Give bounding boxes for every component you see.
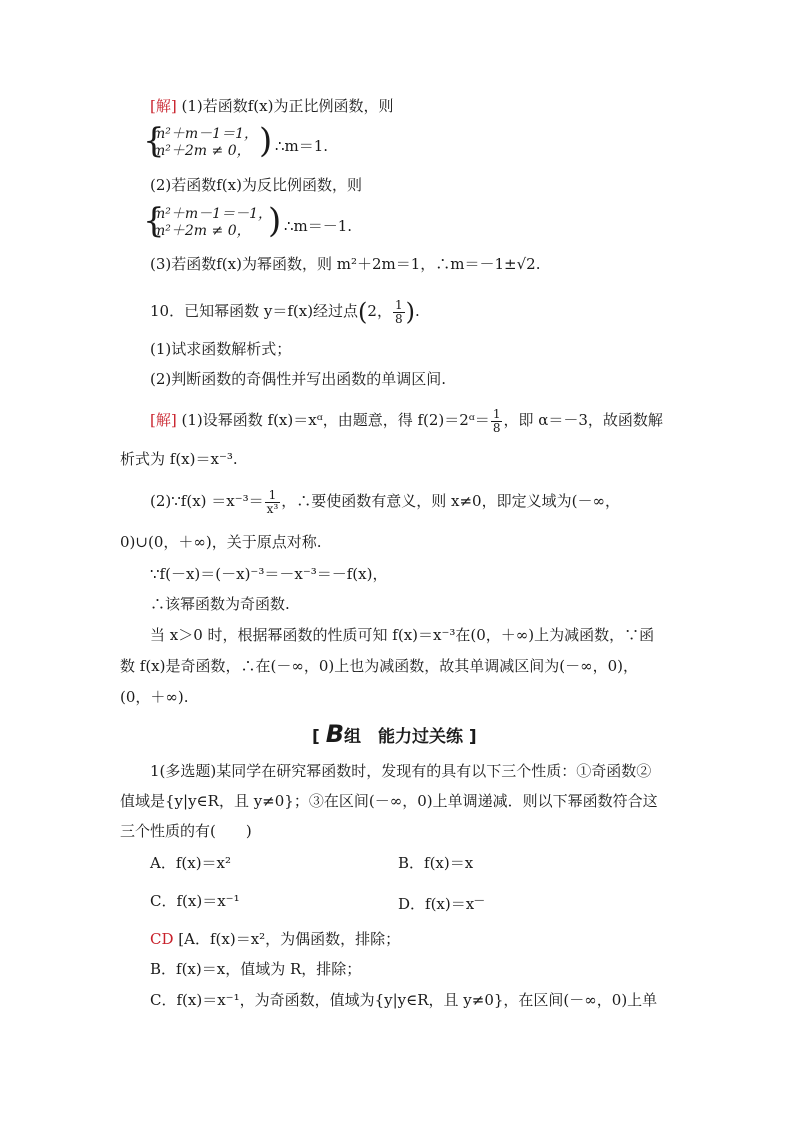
- solution-line-1: [150, 96, 393, 116]
- fraction-numerator: 1: [394, 297, 403, 312]
- solution-text: (1)设幂函数 f(x)＝xᵅ，由题意，得 f(2)＝2ᵅ＝: [181, 411, 490, 429]
- exponent-bar-icon: —: [474, 895, 485, 906]
- solution-text: (2)∵f(x) ＝x⁻³＝: [150, 492, 264, 510]
- bracket-close: ]: [468, 727, 477, 747]
- system-row: m²＋2m ≠ 0，: [152, 223, 251, 239]
- solution-10-line-3: [150, 482, 620, 520]
- section-title: 组 能力过关练: [344, 727, 463, 747]
- solution-10-line-2: 析式为 f(x)＝x⁻³.: [120, 450, 238, 468]
- fraction-denominator: 8: [492, 420, 501, 435]
- bracket-open: [: [312, 727, 320, 747]
- solution-10-line-9: (0，＋∞).: [120, 688, 189, 706]
- solution-10-line-6: ∴该幂函数为奇函数.: [150, 595, 290, 613]
- fraction: [265, 489, 281, 516]
- option-c: C．f(x)＝x⁻¹: [150, 892, 240, 910]
- paren-icon: (: [358, 298, 368, 326]
- system-row: m²＋2m ≠ 0，: [152, 143, 251, 159]
- answer-1-line-3: C．f(x)＝x⁻¹，为奇函数，值域为{y|y∈R，且 y≠0}，在区间(－∞，0)上单: [150, 991, 658, 1009]
- solution-10-line-1: [150, 402, 663, 438]
- solution-text: ，即 α＝－3，故函数解: [503, 411, 663, 429]
- solution-line-2: (2)若函数f(x)为反比例函数，则: [150, 176, 362, 194]
- question-1-line-2: 值域是{y|y∈R，且 y≠0}；③在区间(－∞，0)上单调递减．则以下幂函数符合这: [120, 792, 658, 810]
- system-result: ∴m＝－1.: [284, 217, 353, 235]
- system-result: ∴m＝1.: [275, 137, 329, 155]
- fraction-numerator: 1: [492, 406, 501, 421]
- right-paren-icon: ): [268, 201, 282, 241]
- answer-tag: CD: [150, 930, 174, 948]
- period: .: [414, 302, 420, 320]
- system-row: m²＋m－1＝－1，: [152, 206, 272, 222]
- fraction-denominator: x³: [266, 501, 279, 516]
- point-x: 2，: [367, 302, 392, 320]
- solution-10-line-4: 0)∪(0，＋∞)，关于原点对称.: [120, 533, 322, 551]
- left-brace-icon: {: [143, 121, 165, 161]
- question-10-part-2: (2)判断函数的奇偶性并写出函数的单调区间.: [150, 370, 447, 388]
- answer-text: [A．f(x)＝x²，为偶函数，排除；: [178, 930, 401, 948]
- answer-1-line-1: [150, 929, 400, 949]
- fraction-denominator: 8: [394, 311, 403, 326]
- question-10-stem: [150, 293, 420, 330]
- fraction-numerator: 1: [265, 489, 281, 503]
- solution-10-line-7: 当 x＞0 时，根据幂函数的性质可知 f(x)＝x⁻³在(0，＋∞)上为减函数，∵函: [150, 626, 655, 644]
- option-d-text: D．f(x)＝x: [398, 895, 475, 913]
- left-brace-icon: {: [143, 201, 165, 241]
- question-text: 10．已知幂函数 y＝f(x)经过点: [150, 302, 359, 320]
- equation-system-2: [152, 206, 272, 240]
- fraction: [393, 299, 405, 326]
- question-1-line-1: 1(多选题)某同学在研究幂函数时，发现有的具有以下三个性质：①奇函数②: [150, 762, 652, 780]
- right-paren-icon: ): [259, 121, 273, 161]
- equation-system-1: [152, 126, 258, 160]
- solution-text: (1)若函数f(x)为正比例函数，则: [181, 97, 394, 115]
- question-10-part-1: (1)试求函数解析式；: [150, 340, 292, 358]
- system-row: m²＋m－1＝1，: [152, 126, 258, 142]
- solution-10-line-8: 数 f(x)是奇函数，∴在(－∞，0)上也为减函数，故其单调减区间为(－∞，0)，: [120, 657, 638, 675]
- fraction: [491, 408, 503, 435]
- solution-line-3: (3)若函数f(x)为幂函数，则 m²＋2m＝1，∴m＝－1±√2.: [150, 255, 541, 273]
- solution-text: ，∴要使函数有意义，则 x≠0，即定义域为(－∞，: [281, 492, 620, 510]
- solution-10-line-5: ∵f(－x)＝(－x)⁻³＝－x⁻³＝－f(x)，: [150, 565, 388, 583]
- paren-icon: ): [405, 298, 415, 326]
- question-1-line-3: 三个性质的有( ): [120, 822, 252, 840]
- option-d: [398, 891, 484, 914]
- solution-tag: [解]: [150, 411, 177, 429]
- solution-tag: [解]: [150, 97, 177, 115]
- option-a: A．f(x)＝x²: [150, 854, 232, 872]
- section-letter: B: [325, 720, 344, 748]
- option-b: B．f(x)＝x: [398, 854, 474, 872]
- answer-1-line-2: B．f(x)＝x，值域为 R，排除；: [150, 960, 362, 978]
- section-header: [312, 720, 477, 748]
